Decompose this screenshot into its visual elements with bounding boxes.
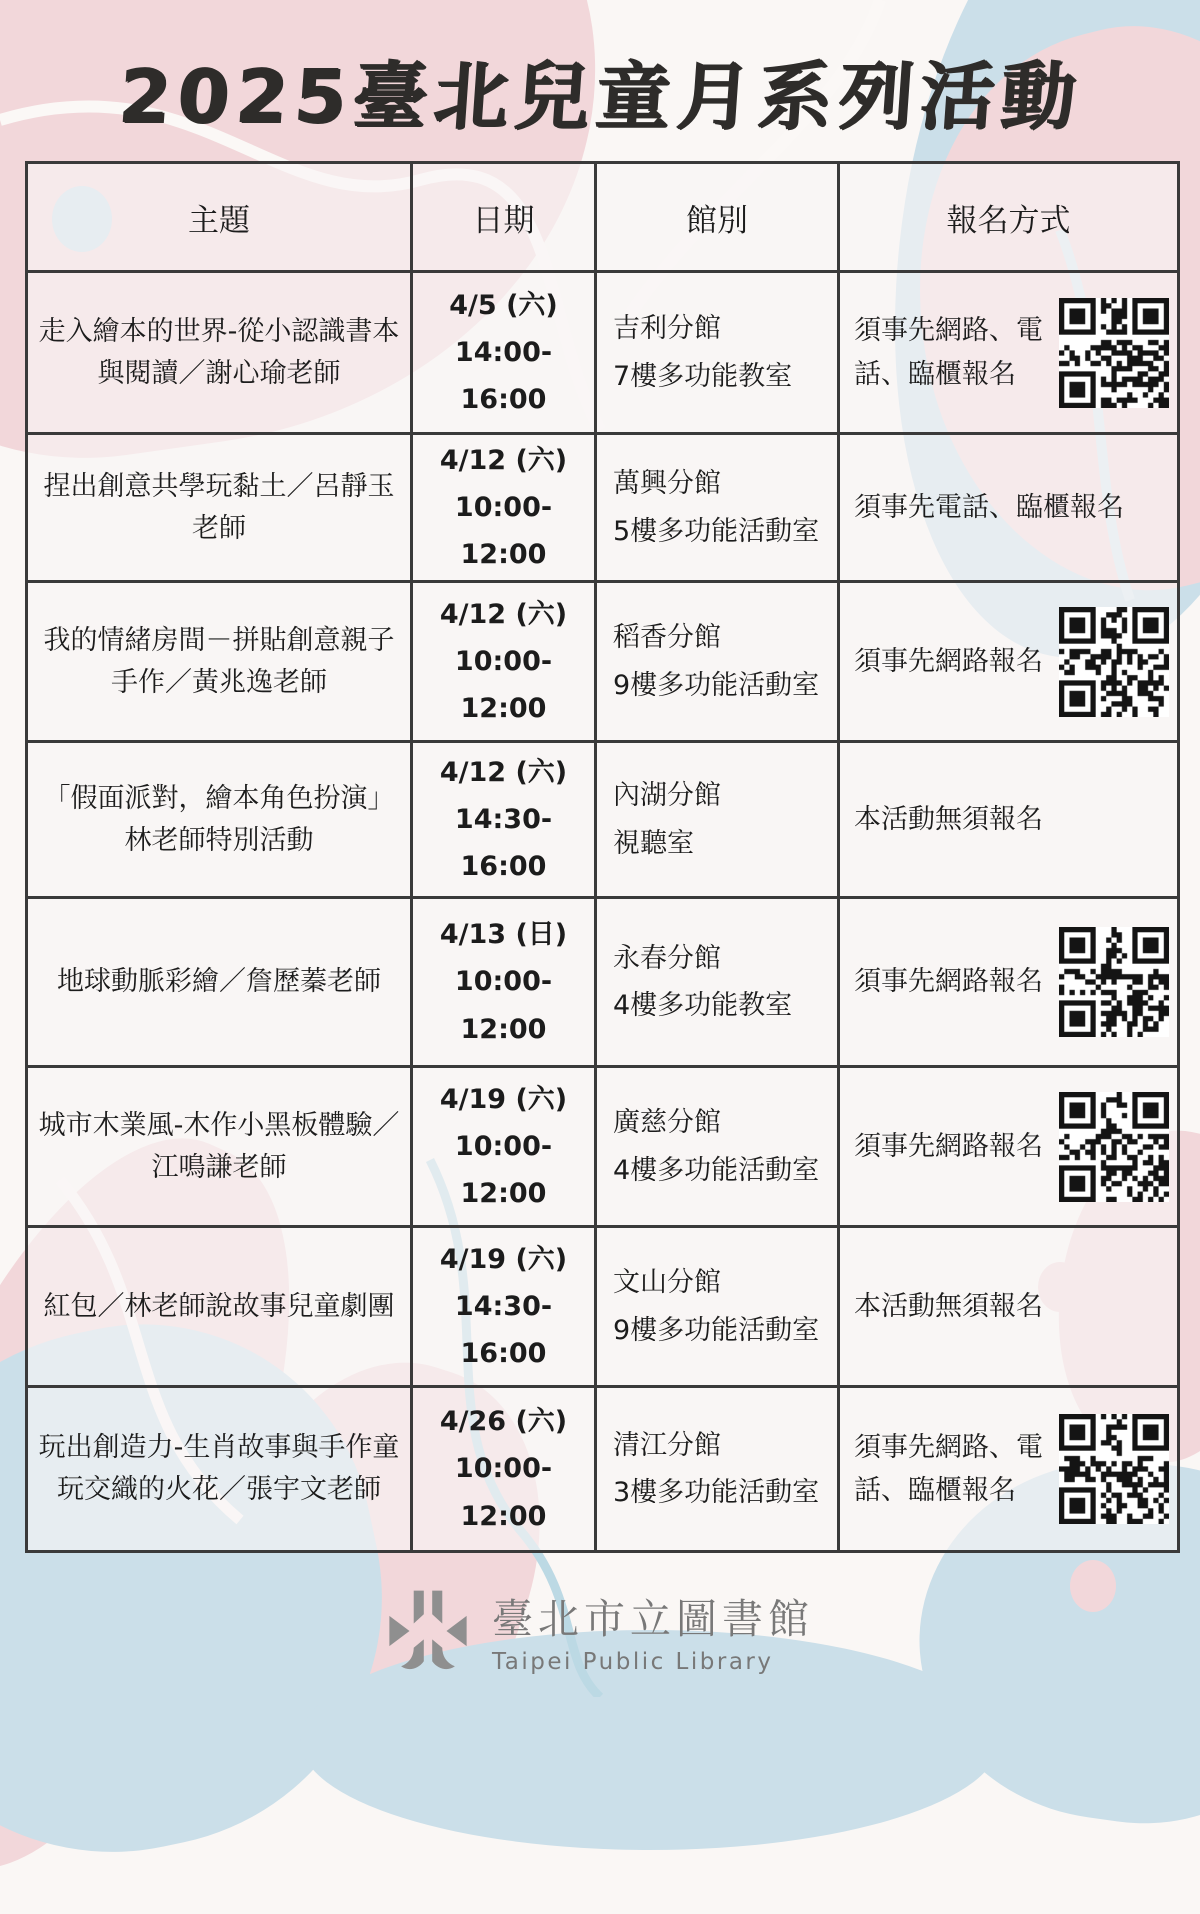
- table-row: [27, 434, 1179, 582]
- room-name: 4樓多功能活動室: [613, 1154, 820, 1186]
- library-name-en: Taipei Public Library: [492, 1649, 774, 1675]
- time-text: 10:00-12:00: [454, 645, 553, 725]
- activity-branch: [596, 272, 839, 434]
- column-header-theme: 主題: [27, 163, 412, 272]
- activity-theme: 我的情緒房間－拼貼創意親子手作／黃兆逸老師: [27, 582, 412, 742]
- registration-method: 須事先網路、電話、臨櫃報名: [854, 1431, 1043, 1506]
- activity-date: [412, 742, 596, 898]
- registration-method: 本活動無須報名: [854, 1290, 1043, 1322]
- table-row: [27, 898, 1179, 1067]
- registration-method: 須事先網路報名: [854, 1130, 1043, 1162]
- date-text: 4/26 (六): [439, 1406, 568, 1438]
- registration-cell: [839, 272, 1179, 434]
- registration-method: 須事先網路報名: [854, 645, 1043, 677]
- activity-date: [412, 582, 596, 742]
- activity-branch: [596, 1067, 839, 1227]
- date-text: 4/13 (日): [439, 919, 568, 951]
- table-header-row: [27, 163, 1179, 272]
- page-title: 2025臺北兒童月系列活動: [115, 54, 1085, 140]
- registration-cell: [839, 582, 1179, 742]
- table-row: [27, 1387, 1179, 1552]
- title-bar: [0, 38, 1200, 144]
- branch-name: 稻香分館: [613, 622, 721, 654]
- branch-name: 吉利分館: [613, 313, 721, 345]
- registration-cell: [839, 434, 1179, 582]
- activity-theme: 紅包／林老師說故事兒童劇團: [27, 1227, 412, 1387]
- time-text: 10:00-12:00: [454, 491, 553, 571]
- qr-code: [1059, 1414, 1169, 1524]
- registration-method: 須事先網路、電話、臨櫃報名: [854, 315, 1043, 390]
- room-name: 視聽室: [613, 827, 694, 859]
- time-text: 10:00-12:00: [454, 1130, 553, 1210]
- time-text: 10:00-12:00: [454, 966, 553, 1045]
- registration-cell: [839, 898, 1179, 1067]
- registration-method: 須事先電話、臨櫃報名: [854, 491, 1124, 523]
- table-row: [27, 1227, 1179, 1387]
- branch-name: 永春分館: [613, 942, 721, 974]
- activity-branch: [596, 1227, 839, 1387]
- qr-code: [1059, 607, 1169, 717]
- time-text: 14:30-16:00: [454, 1290, 553, 1370]
- activity-date: [412, 272, 596, 434]
- table-row: [27, 1067, 1179, 1227]
- registration-cell: [839, 742, 1179, 898]
- branch-name: 廣慈分館: [613, 1107, 721, 1139]
- date-text: 4/19 (六): [439, 1083, 568, 1115]
- registration-cell: [839, 1387, 1179, 1552]
- time-text: 10:00-12:00: [454, 1453, 553, 1532]
- activity-date: [412, 1387, 596, 1552]
- library-logo-icon: [386, 1589, 470, 1673]
- table-row: [27, 272, 1179, 434]
- room-name: 7樓多功能教室: [613, 360, 793, 392]
- activity-theme: 「假面派對，繪本角色扮演」林老師特別活動: [27, 742, 412, 898]
- registration-cell: [839, 1227, 1179, 1387]
- date-text: 4/12 (六): [439, 756, 568, 788]
- time-text: 14:30-16:00: [454, 803, 553, 883]
- activity-date: [412, 898, 596, 1067]
- activity-theme: 地球動脈彩繪／詹歷蓁老師: [27, 898, 412, 1067]
- branch-name: 內湖分館: [613, 780, 721, 812]
- table-row: [27, 582, 1179, 742]
- date-text: 4/12 (六): [439, 598, 568, 630]
- activity-theme: 玩出創造力-生肖故事與手作童玩交織的火花／張宇文老師: [27, 1387, 412, 1552]
- activity-branch: [596, 434, 839, 582]
- room-name: 3樓多功能活動室: [613, 1477, 820, 1508]
- date-text: 4/19 (六): [439, 1243, 568, 1275]
- activity-theme: 走入繪本的世界-從小認識書本與閱讀／謝心瑜老師: [27, 272, 412, 434]
- qr-code: [1059, 927, 1169, 1037]
- activity-date: [412, 1067, 596, 1227]
- column-header-branch: 館別: [596, 163, 839, 272]
- column-header-registration: 報名方式: [839, 163, 1179, 272]
- registration-method: 須事先網路報名: [854, 966, 1043, 998]
- activities-table: [25, 161, 1180, 1553]
- activity-branch: [596, 742, 839, 898]
- activity-theme: 城市木業風-木作小黑板體驗／江鳴謙老師: [27, 1067, 412, 1227]
- library-name: [492, 1586, 814, 1675]
- activities-table-wrap: [25, 161, 1180, 1553]
- qr-code: [1059, 298, 1169, 408]
- room-name: 9樓多功能活動室: [613, 669, 820, 701]
- activity-branch: [596, 898, 839, 1067]
- qr-code: [1059, 1092, 1169, 1202]
- library-name-zh: 臺北市立圖書館: [492, 1595, 814, 1643]
- branch-name: 萬興分館: [613, 468, 721, 500]
- activity-theme: 捏出創意共學玩黏土／呂靜玉老師: [27, 434, 412, 582]
- registration-method: 本活動無須報名: [854, 803, 1043, 835]
- registration-cell: [839, 1067, 1179, 1227]
- footer: [0, 1586, 1200, 1675]
- time-text: 14:00-16:00: [454, 336, 553, 416]
- activity-date: [412, 1227, 596, 1387]
- room-name: 9樓多功能活動室: [613, 1314, 820, 1346]
- branch-name: 文山分館: [613, 1267, 721, 1299]
- table-row: [27, 742, 1179, 898]
- date-text: 4/5 (六): [449, 289, 558, 321]
- activity-date: [412, 434, 596, 582]
- date-text: 4/12 (六): [439, 444, 568, 476]
- column-header-date: 日期: [412, 163, 596, 272]
- room-name: 4樓多功能教室: [613, 990, 793, 1021]
- branch-name: 清江分館: [613, 1429, 721, 1461]
- activity-branch: [596, 582, 839, 742]
- room-name: 5樓多功能活動室: [613, 515, 820, 547]
- activity-branch: [596, 1387, 839, 1552]
